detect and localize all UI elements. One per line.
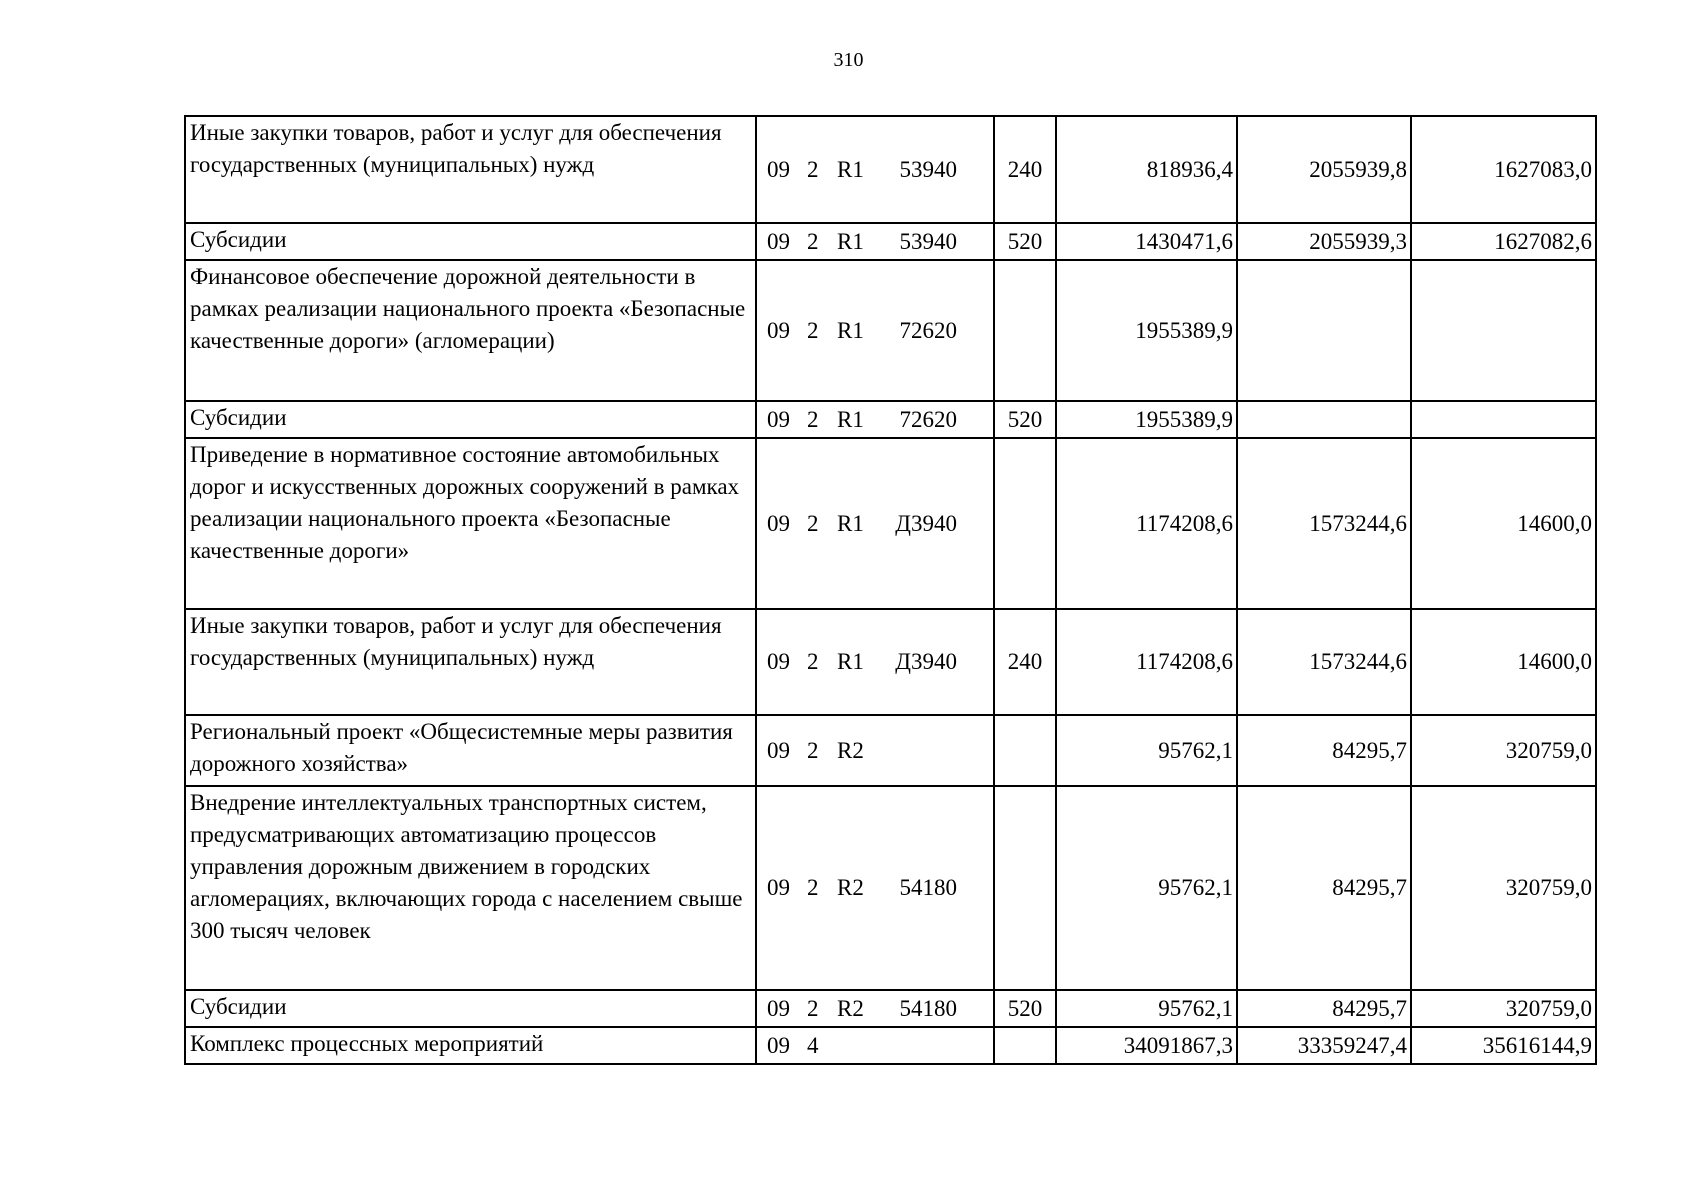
row-value-3: 14600,0 <box>1411 438 1596 609</box>
row-project: R1 <box>837 406 864 432</box>
row-code: 54180 <box>899 875 957 900</box>
row-subprogram: 2 <box>807 875 819 900</box>
table-row <box>185 990 1596 1027</box>
row-section: 09 <box>767 317 790 343</box>
row-expense-type: 520 <box>994 990 1056 1027</box>
row-expense-type: 520 <box>994 223 1056 260</box>
row-value-2: 2055939,3 <box>1237 223 1411 260</box>
row-value-3: 320759,0 <box>1411 715 1596 786</box>
row-value-2: 84295,7 <box>1237 715 1411 786</box>
table-row <box>185 786 1596 990</box>
row-name: Субсидии <box>185 401 756 438</box>
row-subprogram: 2 <box>807 317 819 343</box>
row-value-1: 1955389,9 <box>1056 401 1237 438</box>
row-code-cell <box>756 438 994 609</box>
row-value-3: 14600,0 <box>1411 609 1596 715</box>
row-section: 09 <box>767 510 790 536</box>
row-section: 09 <box>767 737 790 763</box>
row-expense-type <box>994 715 1056 786</box>
row-value-3: 320759,0 <box>1411 990 1596 1027</box>
row-project: R1 <box>837 510 864 536</box>
row-section: 09 <box>767 1032 790 1058</box>
row-value-2: 1573244,6 <box>1237 609 1411 715</box>
row-name: Региональный проект «Общесистемные меры развития дорожного хозяйства» <box>185 715 756 786</box>
table-row <box>185 1027 1596 1064</box>
row-name: Субсидии <box>185 990 756 1027</box>
table-row <box>185 715 1596 786</box>
row-value-1: 34091867,3 <box>1056 1027 1237 1064</box>
row-code-cell <box>756 786 994 990</box>
row-code-cell <box>756 1027 994 1064</box>
row-expense-type <box>994 786 1056 990</box>
row-subprogram: 2 <box>807 406 819 432</box>
row-subprogram: 2 <box>807 649 819 674</box>
row-value-1: 95762,1 <box>1056 715 1237 786</box>
row-section: 09 <box>767 156 790 182</box>
row-expense-type: 240 <box>994 116 1056 223</box>
table-row <box>185 401 1596 438</box>
row-value-2 <box>1237 401 1411 438</box>
row-code-cell <box>756 116 994 223</box>
row-code: 54180 <box>899 995 957 1021</box>
row-code-cell <box>756 990 994 1027</box>
row-value-1: 95762,1 <box>1056 990 1237 1027</box>
row-value-3: 1627082,6 <box>1411 223 1596 260</box>
table-row <box>185 116 1596 223</box>
row-value-1: 1430471,6 <box>1056 223 1237 260</box>
row-section: 09 <box>767 228 790 254</box>
row-expense-type: 240 <box>994 609 1056 715</box>
row-subprogram: 2 <box>807 228 819 254</box>
row-expense-type <box>994 260 1056 401</box>
row-expense-type <box>994 1027 1056 1064</box>
budget-table <box>184 115 1597 1065</box>
row-subprogram: 4 <box>807 1032 819 1058</box>
row-code-cell <box>756 401 994 438</box>
row-project: R1 <box>837 317 864 343</box>
row-value-3: 35616144,9 <box>1411 1027 1596 1064</box>
row-value-3 <box>1411 260 1596 401</box>
row-project: R2 <box>837 875 864 900</box>
row-expense-type: 520 <box>994 401 1056 438</box>
row-project: R1 <box>837 649 864 674</box>
row-name: Приведение в нормативное состояние автомобильных дорог и искусственных дорожных сооружений в рамках реализации национального проекта «Безопасные качественные дороги» <box>185 438 756 609</box>
row-name: Иные закупки товаров, работ и услуг для обеспечения государственных (муниципальных) нужд <box>185 609 756 715</box>
row-value-1: 818936,4 <box>1056 116 1237 223</box>
row-code-cell <box>756 260 994 401</box>
row-code: 72620 <box>899 406 957 432</box>
row-project: R2 <box>837 995 864 1021</box>
row-value-3: 320759,0 <box>1411 786 1596 990</box>
table-row <box>185 223 1596 260</box>
row-code: Д3940 <box>895 510 957 536</box>
row-value-2: 84295,7 <box>1237 786 1411 990</box>
row-value-3 <box>1411 401 1596 438</box>
row-name: Субсидии <box>185 223 756 260</box>
row-code: 53940 <box>899 156 957 182</box>
table-row <box>185 438 1596 609</box>
row-value-3: 1627083,0 <box>1411 116 1596 223</box>
row-name: Иные закупки товаров, работ и услуг для обеспечения государственных (муниципальных) нужд <box>185 116 756 223</box>
row-section: 09 <box>767 406 790 432</box>
row-code: 72620 <box>899 317 957 343</box>
row-code-cell <box>756 609 994 715</box>
row-value-1: 1955389,9 <box>1056 260 1237 401</box>
row-subprogram: 2 <box>807 510 819 536</box>
row-subprogram: 2 <box>807 156 819 182</box>
page-number: 310 <box>833 49 864 71</box>
row-name: Внедрение интеллектуальных транспортных систем, предусматривающих автоматизацию процессов управления дорожным движением в городских агломерациях, включающих города с населением свыше 300 тысяч человек <box>185 786 756 990</box>
row-code-cell <box>756 715 994 786</box>
row-code: 53940 <box>899 228 957 254</box>
row-value-1: 1174208,6 <box>1056 609 1237 715</box>
row-section: 09 <box>767 649 790 674</box>
row-value-1: 95762,1 <box>1056 786 1237 990</box>
row-value-2: 84295,7 <box>1237 990 1411 1027</box>
row-code-cell <box>756 223 994 260</box>
row-value-1: 1174208,6 <box>1056 438 1237 609</box>
row-code: Д3940 <box>895 649 957 674</box>
row-expense-type <box>994 438 1056 609</box>
row-project: R1 <box>837 156 864 182</box>
row-value-2: 1573244,6 <box>1237 438 1411 609</box>
row-section: 09 <box>767 875 790 900</box>
table-row <box>185 260 1596 401</box>
row-project: R2 <box>837 737 864 763</box>
row-value-2 <box>1237 260 1411 401</box>
row-subprogram: 2 <box>807 737 819 763</box>
table-row <box>185 609 1596 715</box>
row-subprogram: 2 <box>807 995 819 1021</box>
row-value-2: 33359247,4 <box>1237 1027 1411 1064</box>
row-project: R1 <box>837 228 864 254</box>
row-value-2: 2055939,8 <box>1237 116 1411 223</box>
row-name: Финансовое обеспечение дорожной деятельности в рамках реализации национального проекта «Безопасные качественные дороги» (агломерации) <box>185 260 756 401</box>
row-section: 09 <box>767 995 790 1021</box>
row-name: Комплекс процессных мероприятий <box>185 1027 756 1064</box>
